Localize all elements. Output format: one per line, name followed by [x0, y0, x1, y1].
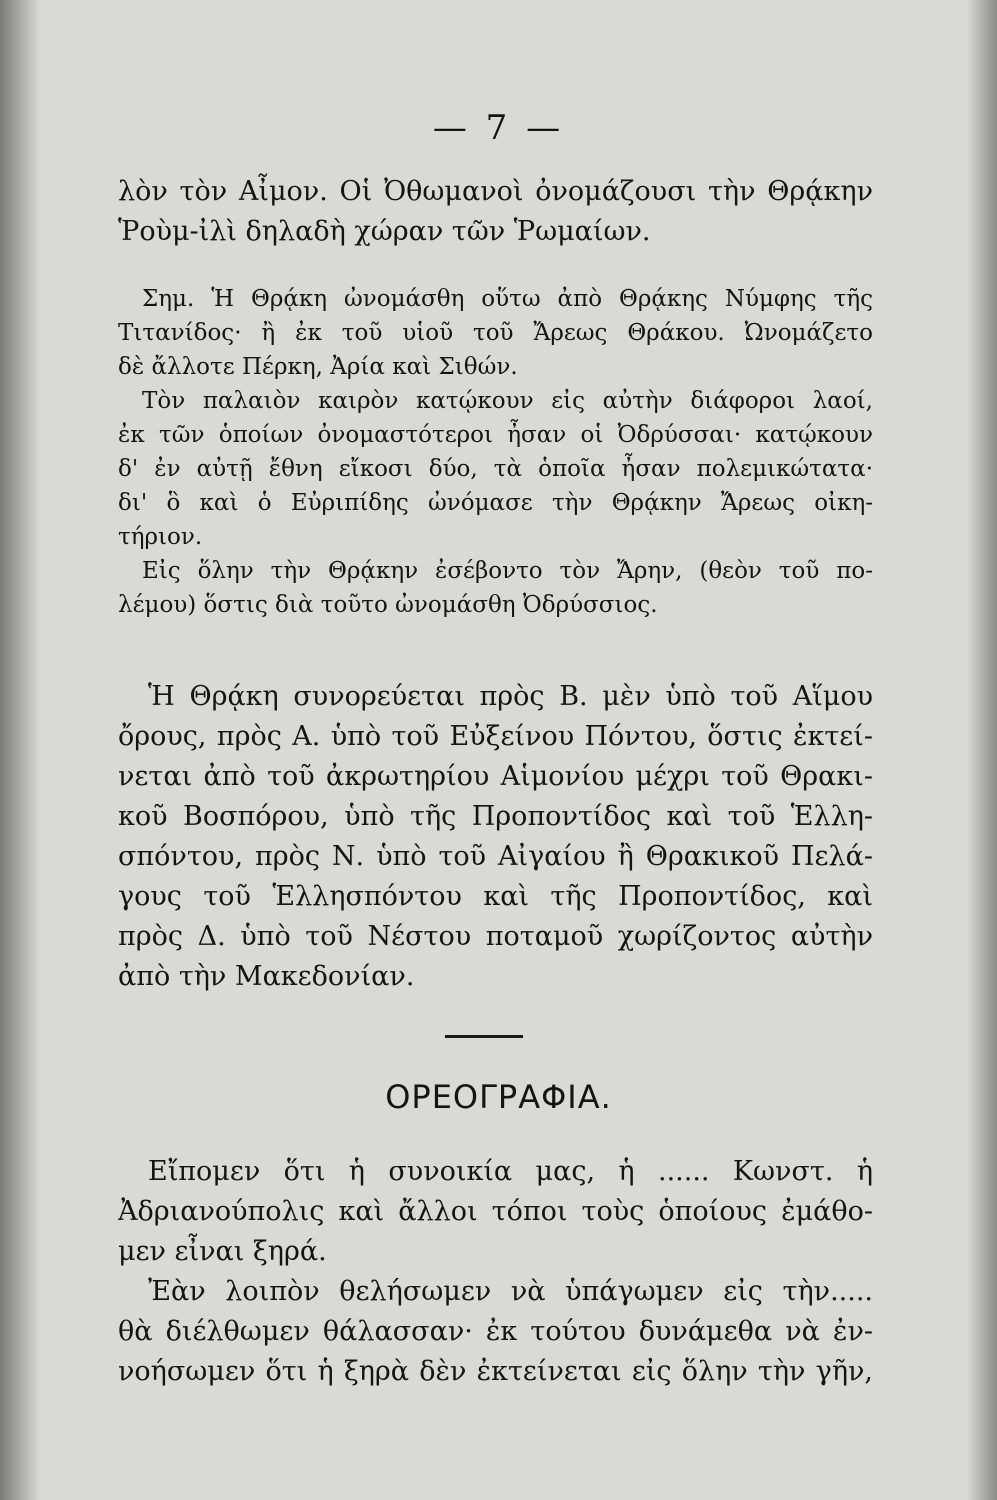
- text-line: γους τοῦ Ἑλλησπόντου καὶ τῆς Προποντίδος, καὶ: [118, 881, 873, 912]
- note-section: [118, 282, 873, 622]
- section-divider: [445, 1035, 523, 1038]
- text-line: νεται ἀπὸ τοῦ ἀκρωτηρίου Αἱμονίου μέχρι τοῦ Θρακι-: [118, 761, 873, 792]
- text-line: Ἀδριανούπολις καὶ ἄλλοι τόποι τοὺς ὁποίους ἐμάθο-: [118, 1196, 873, 1227]
- text-line: Εἴπομεν ὅτι ἡ συνοικία μας, ἡ ...... Κωνστ. ἡ: [148, 1156, 873, 1187]
- page-number: — 7 —: [432, 108, 565, 148]
- text-line: Ῥοὺμ-ἰλὶ δηλαδὴ χώραν τῶν Ῥωμαίων.: [118, 216, 651, 247]
- text-line: κοῦ Βοσπόρου, ὑπὸ τῆς Προποντίδος καὶ τοῦ Ἑλλη-: [118, 801, 873, 832]
- text-line: δ' ἐν αὐτῇ ἔθνη εἴκοσι δύο, τὰ ὁποῖα ἦσαν πολεμικώτατα·: [118, 456, 873, 482]
- text-line: τήριον.: [118, 524, 203, 550]
- intro-paragraph: [118, 172, 873, 252]
- orography-paragraph: [118, 1152, 873, 1392]
- page-edge-shadow-right: [967, 0, 997, 1500]
- text-line: Ἐὰν λοιπὸν θελήσωμεν νὰ ὑπάγωμεν εἰς τὴν.....: [148, 1276, 873, 1307]
- text-line: θὰ διέλθωμεν θάλασσαν· ἐκ τούτου δυνάμεθα νὰ ἐν-: [118, 1316, 873, 1347]
- text-line: Τὸν παλαιὸν καιρὸν κατῴκουν εἰς αὐτὴν διάφοροι λαοί,: [142, 388, 873, 414]
- text-line: πρὸς Δ. ὑπὸ τοῦ Νέστου ποταμοῦ χωρίζοντος αὐτὴν: [118, 921, 873, 952]
- text-line: ἐκ τῶν ὁποίων ὀνομαστότεροι ἦσαν οἱ Ὀδρύσσαι· κατῴκουν: [118, 422, 873, 448]
- text-line: μεν εἶναι ξηρά.: [118, 1236, 327, 1267]
- text-line: νοήσωμεν ὅτι ἡ ξηρὰ δὲν ἐκτείνεται εἰς ὅλην τὴν γῆν,: [118, 1356, 873, 1387]
- text-line: σπόντου, πρὸς Ν. ὑπὸ τοῦ Αἰγαίου ἢ Θρακικοῦ Πελά-: [118, 841, 873, 872]
- text-line: Ἡ Θρᾴκη συνορεύεται πρὸς Β. μὲν ὑπὸ τοῦ Αἵμου: [148, 681, 873, 712]
- text-line: δὲ ἄλλοτε Πέρκη, Ἀρία καὶ Σιθών.: [118, 354, 518, 380]
- text-line: λέμου) ὅστις διὰ τοῦτο ὠνομάσθη Ὀδρύσσιος.: [118, 592, 658, 618]
- text-line: λὸν τὸν Αἶμον. Οἱ Ὀθωμανοὶ ὀνομάζουσι τὴν Θρᾴκην: [118, 176, 873, 207]
- text-line: ὄρους, πρὸς Α. ὑπὸ τοῦ Εὐξείνου Πόντου, ὅστις ἐκτεί-: [118, 721, 873, 752]
- section-heading: ΟΡΕΟΓΡΑΦΙΑ.: [385, 1078, 612, 1116]
- boundaries-paragraph: [118, 677, 873, 997]
- text-line: ἀπὸ τὴν Μακεδονίαν.: [118, 961, 415, 992]
- text-line: δι' ὃ καὶ ὁ Εὐριπίδης ὠνόμασε τὴν Θρᾴκην Ἄρεως οἰκη-: [118, 490, 873, 516]
- text-line: Σημ. Ἡ Θρᾴκη ὠνομάσθη οὕτω ἀπὸ Θρᾴκης Νύμφης τῆς: [142, 286, 873, 312]
- text-line: Εἰς ὅλην τὴν Θρᾴκην ἐσέβοντο τὸν Ἄρην, (θεὸν τοῦ πο-: [142, 558, 873, 584]
- text-line: Τιτανίδος· ἢ ἐκ τοῦ υἱοῦ τοῦ Ἄρεως Θράκου. Ὠνομάζετο: [118, 320, 873, 346]
- page-edge-shadow-left: [0, 0, 40, 1500]
